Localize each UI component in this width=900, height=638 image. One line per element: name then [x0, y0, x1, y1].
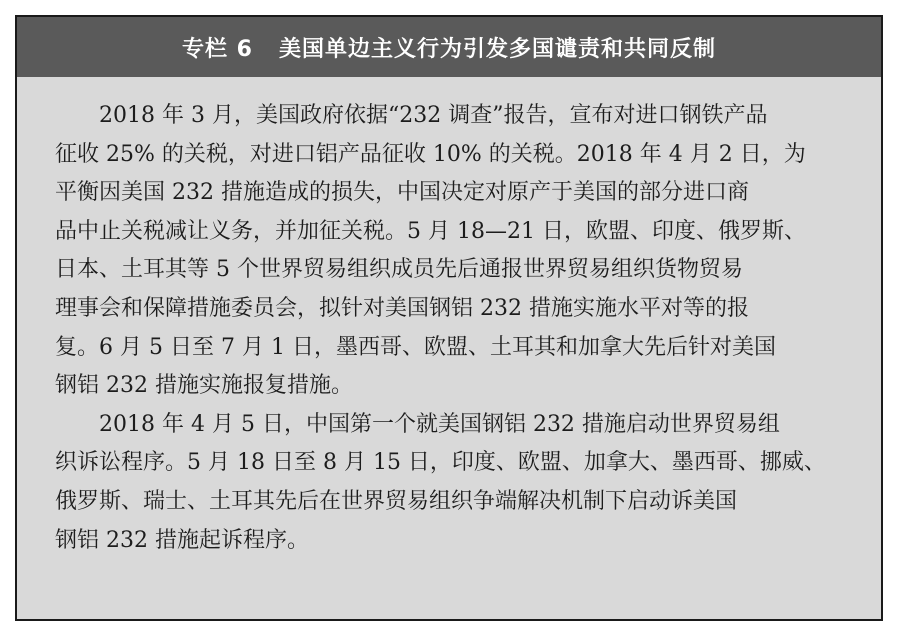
- paragraph-line: 日本、土耳其等 5 个世界贸易组织成员先后通报世界贸易组织货物贸易: [55, 257, 743, 283]
- paragraph-line: 俄罗斯、瑞士、土耳其先后在世界贸易组织争端解决机制下启动诉美国: [55, 488, 738, 514]
- paragraph-line: 理事会和保障措施委员会，拟针对美国钢铝 232 措施实施水平对等的报: [55, 295, 749, 321]
- paragraph-line: 织诉讼程序。5 月 18 日至 8 月 15 日，印度、欧盟、加拿大、墨西哥、挪威、: [55, 450, 826, 476]
- paragraph-line: 品中止关税减让义务，并加征关税。5 月 18—21 日，欧盟、印度、俄罗斯、: [55, 218, 806, 244]
- paragraph-line: 2018 年 3 月，美国政府依据“232 调查”报告，宣布对进口钢铁产品: [99, 103, 768, 128]
- sidebar-box: [15, 15, 883, 621]
- box-body: [55, 97, 845, 560]
- paragraph-2: [55, 406, 845, 560]
- header-text: [182, 32, 716, 63]
- paragraph-line: 复。6 月 5 日至 7 月 1 日，墨西哥、欧盟、土耳其和加拿大先后针对美国: [55, 334, 776, 360]
- paragraph-line: 钢铝 232 措施实施报复措施。: [55, 373, 353, 399]
- paragraph-1: [55, 97, 845, 406]
- paragraph-line: 2018 年 4 月 5 日，中国第一个就美国钢铝 232 措施启动世界贸易组: [99, 411, 780, 437]
- paragraph-line: 钢铝 232 措施起诉程序。: [55, 527, 309, 553]
- column-label: 专栏 6: [182, 36, 253, 62]
- box-header: [17, 17, 881, 77]
- box-title: 美国单边主义行为引发多国谴责和共同反制: [278, 36, 716, 62]
- paragraph-line: 征收 25% 的关税，对进口铝产品征收 10% 的关税。2018 年 4 月 2 日，为: [55, 141, 806, 167]
- paragraph-line: 平衡因美国 232 措施造成的损失，中国决定对原产于美国的部分进口商: [55, 180, 749, 206]
